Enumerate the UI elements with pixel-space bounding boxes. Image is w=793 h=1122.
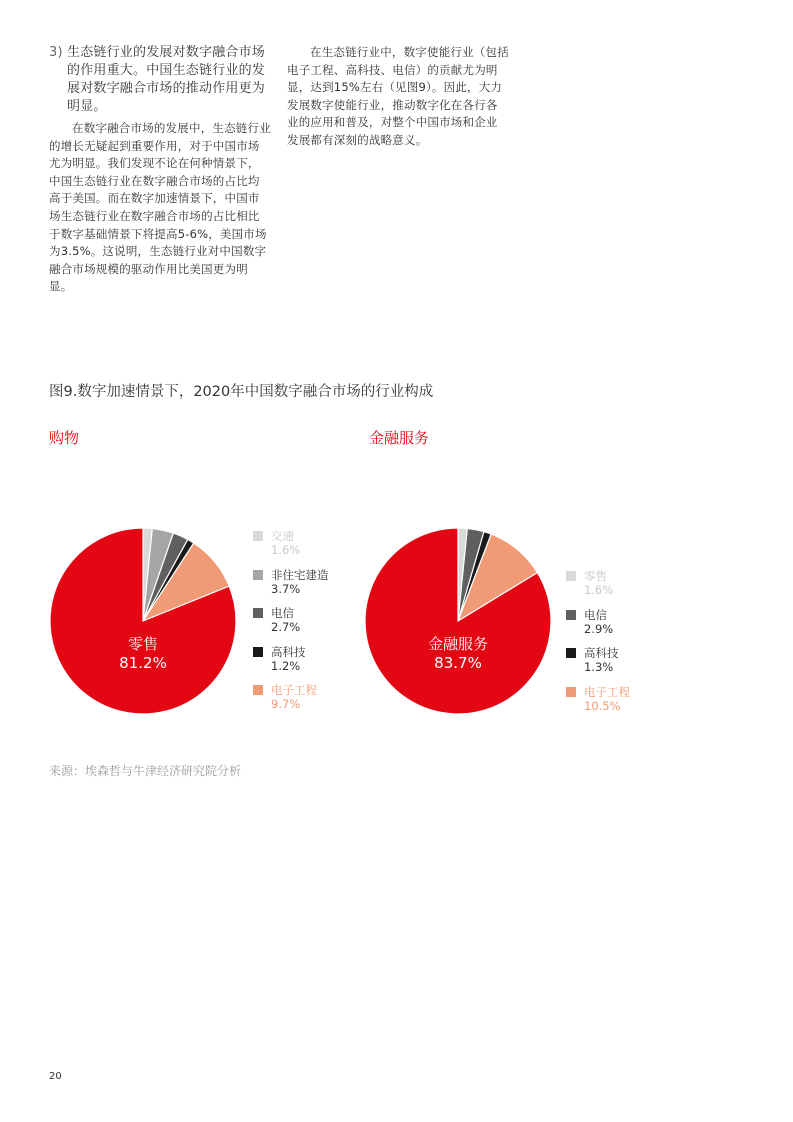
legend-swatch — [566, 687, 576, 697]
legend-value: 3.7% — [271, 581, 301, 596]
legend-swatch — [253, 531, 263, 541]
legend-text — [271, 645, 306, 673]
center-value: 83.7% — [434, 654, 482, 672]
legend-name: 电子工程 — [271, 683, 317, 697]
legend-name: 交通 — [271, 529, 294, 543]
legend-swatch — [253, 685, 263, 695]
key-point — [49, 44, 271, 116]
chart-title-shopping: 购物 — [49, 429, 80, 447]
legend-value: 1.3% — [584, 660, 614, 674]
legend-name: 电信 — [584, 607, 607, 622]
legend-text — [584, 685, 630, 713]
legend-text — [584, 569, 613, 597]
point-text: 生态链行业的发展对数字融合市场的作用重大。中国生态链行业的发展对数字融合市场的推动作用更为明显。 — [67, 45, 266, 114]
legend-text — [584, 608, 613, 636]
legend-swatch — [253, 570, 263, 580]
legend-text — [584, 646, 619, 674]
center-label: 金融服务 — [427, 635, 489, 653]
right-column — [287, 44, 509, 150]
legend-financial — [566, 569, 686, 719]
legend-name: 电子工程 — [584, 684, 630, 699]
legend-swatch — [566, 610, 576, 620]
left-column — [49, 44, 271, 296]
legend-name: 高科技 — [584, 646, 619, 660]
right-paragraph: 在生态链行业中，数字使能行业（包括电子工程、高科技、电信）的贡献尤为明显，达到15%左右（见图9）。因此，大力发展数字使能行业，推动数字化在各行各业的应用和普及，对整个中国市场和企业发展都有深刻的战略意义。 — [287, 45, 509, 147]
legend-swatch — [253, 608, 263, 618]
legend-swatch — [566, 648, 576, 658]
legend-text — [271, 606, 300, 634]
legend-name: 高科技 — [271, 644, 306, 659]
legend-text — [271, 568, 329, 596]
legend-value: 1.2% — [271, 658, 301, 673]
legend-value: 9.7% — [271, 697, 301, 711]
legend-swatch — [566, 571, 576, 581]
pie-chart-financial — [364, 527, 552, 715]
legend-swatch — [253, 647, 263, 657]
legend-value: 1.6% — [271, 543, 301, 557]
legend-name: 零售 — [584, 569, 607, 583]
pie-chart-shopping — [49, 527, 237, 715]
point-number: 3) — [49, 45, 63, 60]
legend-value: 2.9% — [584, 621, 614, 636]
figure-title: 图9.数字加速情景下，2020年中国数字融合市场的行业构成 — [49, 384, 434, 400]
legend-value: 2.7% — [271, 620, 301, 634]
legend-value: 1.6% — [584, 583, 614, 597]
legend-text — [271, 529, 300, 557]
page-number: 20 — [49, 1071, 62, 1082]
center-value: 81.2% — [119, 654, 167, 672]
legend-value: 10.5% — [584, 698, 621, 713]
center-label: 零售 — [127, 635, 159, 653]
source-note: 来源：埃森哲与牛津经济研究院分析 — [49, 764, 242, 778]
legend-text — [271, 683, 317, 711]
legend-name: 非住宅建造 — [271, 567, 329, 582]
left-paragraph: 在数字融合市场的发展中，生态链行业的增长无疑起到重要作用，对于中国市场尤为明显。我们发现不论在何种情景下，中国生态链行业在数字融合市场的占比均高于美国。而在数字加速情景下，中国市场生态链行业在数字融合市场的占比相比于数字基础情景下将提高5-6%，美国市场为3.5%。这说明，生态链行业对中国数字融合市场规模的驱动作用比美国更为明显。 — [49, 121, 271, 294]
legend-shopping — [253, 529, 373, 719]
chart-title-financial: 金融服务 — [369, 429, 430, 447]
legend-name: 电信 — [271, 606, 294, 620]
